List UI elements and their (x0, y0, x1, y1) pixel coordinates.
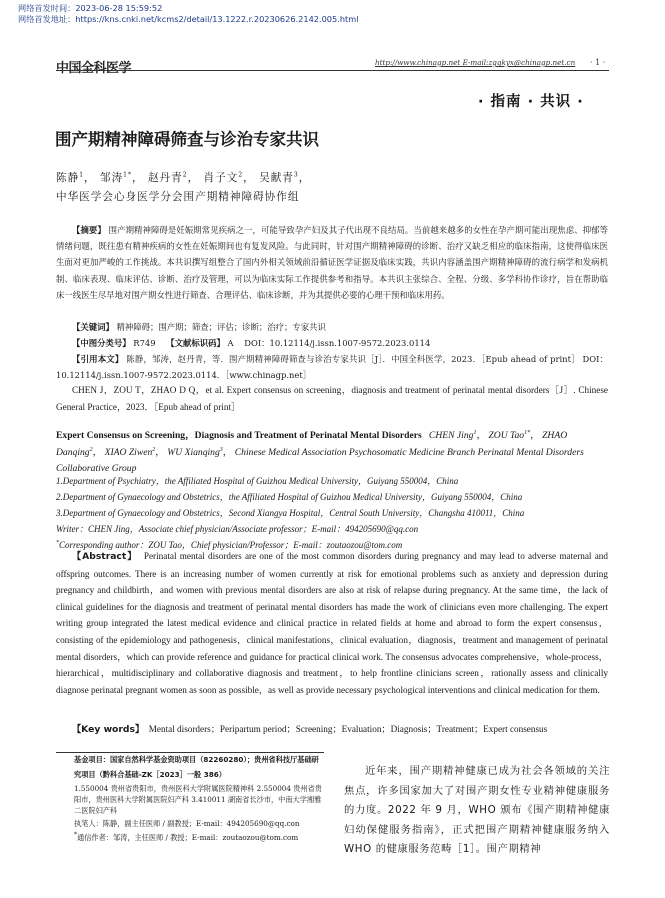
section-tag: · 指南 · 共识 · (478, 94, 584, 110)
footnote-writer: 执笔人：陈静，副主任医师 / 副教授；E-mail：494205690@qq.con (74, 818, 300, 828)
english-writer: Writer：CHEN Jing，Associate chief physician/Associate professor；E-mail：494205690@qq.con (56, 524, 419, 534)
author: 肖子文$^2$ (203, 171, 244, 184)
keywords-en: 【Key words】 Mental disorders；Peripartum period；Screening；Evaluation；Diagnosis；Treatment；Expert consensus (72, 724, 548, 735)
author: 邹涛$^{1*}$ (99, 171, 132, 184)
english-group: Chinese Medical Association Psychosomatic Medicine Branch Perinatal Mental Disorders Collaborative Group (56, 446, 584, 475)
english-author: CHEN Jing$^1$ (428, 429, 477, 441)
header-rule (56, 70, 609, 71)
abstract-en-text: Perinatal mental disorders are one of the most common disorders during pregnancy and may lead to adverse maternal and offspring outcomes. There is an increasing number of women currently at risk for emotional problems such as anxiety and depression during pregnancy and childbirth，and women with previous mental disorders are also at risk of relapse during pregnancy. At the same time，the lack of clinical guidelines for the diagnosis and treatment of perinatal mental disorders has made the work of clinicians even more challenging. The expert writing group integrated the latest medical evidence and clinical practice in related fields at home and abroad to form the expert consensus，consisting of the epidemiology and pathogenesis，clinical manifestations，clinical evaluation，diagnosis，treatment and management of perinatal mental disorders，which can provide reference and guidance for practical clinical work. The consensus advocates comprehensive，whole-process，hierarchical，multidisciplinary and collaborative diagnosis and treatment，to help frontline clinicians screen，rationally assess and clinically diagnose perinatal pregnant women as soon as possible，as well as provide necessary psychological interventions and clinical medication for them. (56, 551, 608, 695)
article-title: 围产期精神障碍筛查与诊治专家共识 (55, 130, 319, 149)
citation-cn: 【引用本文】 陈静，邹涛，赵丹青，等．围产期精神障碍筛查与诊治专家共识［J］．中国全科医学，2023．［Epub ahead of print］ DOI：10.12114/j.issn.1007-9572.2023.0114．［www.chinagp.net］ (56, 354, 608, 381)
english-title-block: Expert Consensus on Screening，Diagnosis and Treatment of Perinatal Mental Disorders CHEN Jing$^1$， ZOU Tao$^{1*}$， ZHAO Danqing$^2$， XIAO Ziwen$^2$， WU Xianqing$^3$， Chinese Medical Association Psychosomatic Medicine Branch Perinatal Mental Disorders Collaborative Group (56, 429, 584, 475)
publish-time-label: 网络首发时间： (18, 3, 76, 13)
abstract-en-label: 【Abstract】 (72, 551, 138, 562)
fund-label: 基金项目： (74, 755, 110, 764)
page-number: · 1 · (590, 58, 606, 67)
english-affiliation-2: 2.Department of Gynaecology and Obstetrics，the Affiliated Hospital of Guizhou Medical University，Guiyang 550004，China (56, 492, 523, 502)
classification-line: 【中图分类号】 R749 【文献标识码】 A DOI：10.12114/j.issn.1007-9572.2023.0114 (72, 338, 431, 348)
author: 陈静$^1$ (56, 171, 85, 184)
publish-address-link[interactable]: https://kns.cnki.net/kcms2/detail/13.1222.r.20230626.2142.005.html (75, 14, 359, 24)
publish-time-value: 2023-06-28 15:59:52 (75, 3, 163, 13)
fund-text: 国家自然科学基金资助项目（82260280）；贵州省科技厅基础研究项目（黔科合基础-ZK［2023］一般 386） (74, 755, 319, 779)
abstract-cn (56, 222, 608, 303)
collaborative-group: 中华医学会心身医学分会围产期精神障碍协作组 (56, 191, 300, 203)
english-affiliation-3: 3.Department of Gynaecology and Obstetrics，Second Xiangya Hospital，Central South University，Changsha 410011，China (56, 508, 525, 518)
english-title: Expert Consensus on Screening，Diagnosis and Treatment of Perinatal Mental Disorders (56, 430, 422, 441)
abstract-en (56, 548, 608, 698)
english-author: XIAO Ziwen$^2$ (104, 446, 156, 458)
footnote-block (56, 753, 324, 845)
footnote-corresponding: *通信作者：邹涛，主任医师 / 教授；E-mail：zoutaozou@tom.com (74, 831, 299, 842)
online-publish-address (18, 14, 358, 25)
english-corresponding: *Corresponding author：ZOU Tao，Chief physician/Professor；E-mail：zoutaozou@tom.com (56, 540, 403, 550)
publish-address-label: 网络首发地址： (18, 14, 76, 24)
author: 吴献青$^3$ (259, 171, 299, 184)
english-author: ZHAO Danqing$^2$ (56, 430, 568, 458)
keywords-cn: 【关键词】 精神障碍；围产期；筛查；评估；诊断；治疗；专家共识 (72, 322, 326, 332)
journal-url-email[interactable]: http://www.chinagp.net E-mail:zgqkyx@chinagp.net.cn (375, 58, 576, 67)
doi[interactable]: DOI：10.12114/j.issn.1007-9572.2023.0114 (244, 338, 431, 348)
abstract-label: 【摘要】 (72, 225, 106, 235)
footnote-affiliations: 1.550004 贵州省贵阳市，贵州医科大学附属医院精神科 2.550004 贵州省贵阳市，贵州医科大学附属医院妇产科 3.410011 湖南省长沙市，中南大学湘雅二医院妇产科 (74, 783, 322, 816)
author-list: 陈静$^1$， 邹涛$^{1*}$， 赵丹青$^2$， 肖子文$^2$， 吴献青$^3$， (56, 171, 311, 184)
author: 赵丹青$^2$ (147, 171, 188, 184)
journal-logo: 中国全科医学 (56, 61, 132, 76)
english-affiliation-1: 1.Department of Psychiatry，the Affiliated Hospital of Guizhou Medical University，Guiyang 550004，China (56, 476, 459, 486)
abstract-text: 围产期精神障碍是妊娠期常见疾病之一，可能导致孕产妇及其子代出现不良结局。当前越来越多的女性在孕产期可能出现焦虑、抑郁等情绪问题，既往患有精神疾病的女性在妊娠期间也有复发风险。与此同时，针对围产期精神障碍的诊断、治疗又缺乏相应的临床指南，这使得临床医生面对更加严峻的工作挑战。本共识撰写组整合了国内外相关领域前沿循证医学证据及临床实践，共识内容涵盖围产期精神障碍的流行病学和发病机制、临床表现、临床评估、诊断、治疗及管理，可以为临床实际工作提供参考和指导。本共识主张综合、全程、分级、多学科协作诊疗，旨在帮助临床一线医生尽早地对围产期女性进行筛查、合理评估、临床诊断，并为其提供必要的心理干预和临床用药。 (56, 225, 609, 300)
english-author: ZOU Tao$^{1*}$ (488, 429, 531, 441)
body-paragraph: 近年来，围产期精神健康已成为社会各领域的关注焦点，许多国家加大了对围产期女性专业精神健康服务的力度。2022 年 9 月，WHO 颁布《围产期精神健康妇幼保健服务指南》，正式把围产期精神健康服务纳入 WHO 的健康服务范畴［1］。围产期精神 (344, 765, 610, 856)
online-publish-time (18, 3, 162, 14)
english-author: WU Xianqing$^3$ (167, 446, 223, 458)
citation-en: CHEN J，ZOU T，ZHAO D Q，et al. Expert consensus on screening，diagnosis and treatment of perinatal mental disorders［J］. Chinese General Practice，2023．［Epub ahead of print］ (56, 385, 608, 412)
